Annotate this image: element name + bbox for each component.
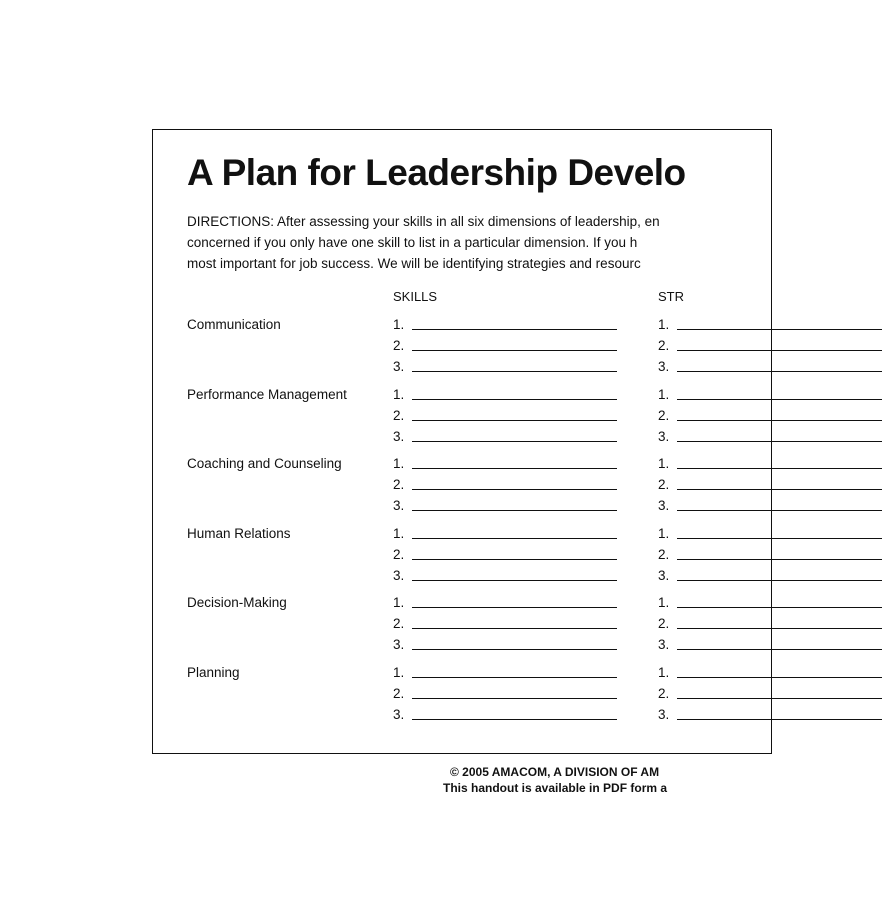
item-number: 2. (658, 686, 670, 701)
item-number: 1. (393, 525, 405, 541)
fill-in-blank[interactable] (412, 677, 617, 678)
item-number: 1. (658, 456, 670, 472)
handout-note-line: This handout is available in PDF form a (443, 781, 668, 795)
copyright-footer (443, 764, 667, 796)
skill-entry-line[interactable] (393, 567, 413, 585)
fill-in-blank[interactable] (677, 468, 882, 469)
skills-column-header: SKILLS (393, 289, 438, 304)
strategy-entry-line[interactable] (658, 428, 678, 446)
fill-in-blank[interactable] (677, 677, 882, 678)
fill-in-blank[interactable] (412, 580, 617, 581)
fill-in-blank[interactable] (677, 329, 882, 330)
strategy-entry-line[interactable] (658, 476, 678, 494)
skill-entry-line[interactable] (393, 316, 413, 334)
page-title: A Plan for Leadership Develo (187, 152, 686, 193)
fill-in-blank[interactable] (677, 538, 882, 539)
item-number: 2. (658, 616, 670, 632)
item-number: 2. (393, 546, 405, 562)
strategy-entry-line[interactable] (658, 636, 678, 654)
fill-in-blank[interactable] (677, 607, 882, 608)
skill-entry-line[interactable] (393, 407, 413, 425)
strategy-entry-line[interactable] (658, 567, 678, 585)
skill-entry-line[interactable] (393, 337, 413, 355)
fill-in-blank[interactable] (412, 649, 617, 650)
fill-in-blank[interactable] (412, 420, 617, 421)
item-number: 3. (393, 359, 405, 374)
strategy-entry-line[interactable] (658, 546, 678, 564)
item-number: 3. (393, 567, 405, 583)
strategy-entry-line[interactable] (658, 337, 678, 355)
item-number: 2. (393, 407, 405, 423)
item-number: 1. (393, 386, 405, 402)
strategy-entry-line[interactable] (658, 594, 678, 612)
copyright-line: © 2005 AMACOM, A DIVISION OF AM (450, 765, 660, 779)
item-number: 3. (658, 637, 670, 653)
strategy-entry-line[interactable] (658, 525, 678, 543)
fill-in-blank[interactable] (677, 510, 882, 511)
dimension-label: Performance Management (187, 386, 347, 402)
item-number: 2. (393, 616, 405, 632)
item-number: 2. (658, 338, 670, 353)
fill-in-blank[interactable] (412, 468, 617, 469)
skill-entry-line[interactable] (393, 546, 413, 564)
strategy-entry-line[interactable] (658, 455, 678, 473)
item-number: 1. (393, 665, 405, 680)
fill-in-blank[interactable] (412, 510, 617, 511)
dimension-label: Coaching and Counseling (187, 456, 342, 472)
fill-in-blank[interactable] (412, 399, 617, 400)
item-number: 3. (393, 637, 405, 653)
fill-in-blank[interactable] (677, 350, 882, 351)
item-number: 3. (658, 498, 670, 514)
skill-entry-line[interactable] (393, 594, 413, 612)
strategy-entry-line[interactable] (658, 706, 678, 724)
fill-in-blank[interactable] (412, 628, 617, 629)
item-number: 1. (658, 386, 670, 402)
fill-in-blank[interactable] (412, 607, 617, 608)
fill-in-blank[interactable] (677, 580, 882, 581)
item-number: 3. (393, 707, 405, 722)
strategy-entry-line[interactable] (658, 664, 678, 682)
fill-in-blank[interactable] (677, 649, 882, 650)
item-number: 3. (393, 498, 405, 514)
skill-entry-line[interactable] (393, 428, 413, 446)
item-number: 2. (393, 686, 405, 701)
skill-entry-line[interactable] (393, 664, 413, 682)
directions-line: DIRECTIONS: After assessing your skills in all six dimensions of leadership, en (187, 214, 660, 229)
skill-entry-line[interactable] (393, 685, 413, 703)
item-number: 1. (393, 456, 405, 472)
fill-in-blank[interactable] (677, 420, 882, 421)
fill-in-blank[interactable] (412, 489, 617, 490)
item-number: 1. (658, 665, 670, 680)
strategy-entry-line[interactable] (658, 497, 678, 515)
fill-in-blank[interactable] (412, 538, 617, 539)
item-number: 1. (658, 525, 670, 541)
item-number: 3. (658, 567, 670, 583)
item-number: 3. (658, 707, 670, 722)
fill-in-blank[interactable] (412, 350, 617, 351)
skill-entry-line[interactable] (393, 706, 413, 724)
item-number: 2. (658, 407, 670, 423)
strategies-column-header: STR (658, 289, 684, 304)
fill-in-blank[interactable] (677, 489, 882, 490)
skill-entry-line[interactable] (393, 525, 413, 543)
item-number: 2. (658, 477, 670, 493)
item-number: 3. (393, 428, 405, 444)
fill-in-blank[interactable] (677, 399, 882, 400)
fill-in-blank[interactable] (412, 559, 617, 560)
skill-entry-line[interactable] (393, 455, 413, 473)
dimension-label: Decision-Making (187, 595, 287, 611)
directions-text (187, 211, 707, 274)
dimension-label: Planning (187, 665, 240, 680)
strategy-entry-line[interactable] (658, 316, 678, 334)
item-number: 3. (658, 428, 670, 444)
skill-entry-line[interactable] (393, 476, 413, 494)
strategy-entry-line[interactable] (658, 615, 678, 633)
strategy-entry-line[interactable] (658, 386, 678, 404)
fill-in-blank[interactable] (412, 441, 617, 442)
fill-in-blank[interactable] (412, 371, 617, 372)
fill-in-blank[interactable] (677, 698, 882, 699)
skill-entry-line[interactable] (393, 636, 413, 654)
item-number: 1. (393, 595, 405, 611)
skill-entry-line[interactable] (393, 497, 413, 515)
item-number: 3. (658, 359, 670, 374)
fill-in-blank[interactable] (412, 719, 617, 720)
fill-in-blank[interactable] (677, 719, 882, 720)
strategy-entry-line[interactable] (658, 358, 678, 376)
dimension-label: Communication (187, 317, 281, 332)
item-number: 1. (658, 595, 670, 611)
skill-entry-line[interactable] (393, 358, 413, 376)
item-number: 2. (658, 546, 670, 562)
fill-in-blank[interactable] (412, 329, 617, 330)
fill-in-blank[interactable] (677, 371, 882, 372)
fill-in-blank[interactable] (412, 698, 617, 699)
directions-line: most important for job success. We will be identifying strategies and resourc (187, 256, 641, 271)
dimension-label: Human Relations (187, 525, 291, 541)
item-number: 1. (393, 317, 405, 332)
strategy-entry-line[interactable] (658, 407, 678, 425)
fill-in-blank[interactable] (677, 559, 882, 560)
skill-entry-line[interactable] (393, 386, 413, 404)
item-number: 1. (658, 317, 670, 332)
fill-in-blank[interactable] (677, 628, 882, 629)
skill-entry-line[interactable] (393, 615, 413, 633)
fill-in-blank[interactable] (677, 441, 882, 442)
directions-line: concerned if you only have one skill to list in a particular dimension. If you h (187, 235, 638, 250)
item-number: 2. (393, 338, 405, 353)
strategy-entry-line[interactable] (658, 685, 678, 703)
item-number: 2. (393, 477, 405, 493)
